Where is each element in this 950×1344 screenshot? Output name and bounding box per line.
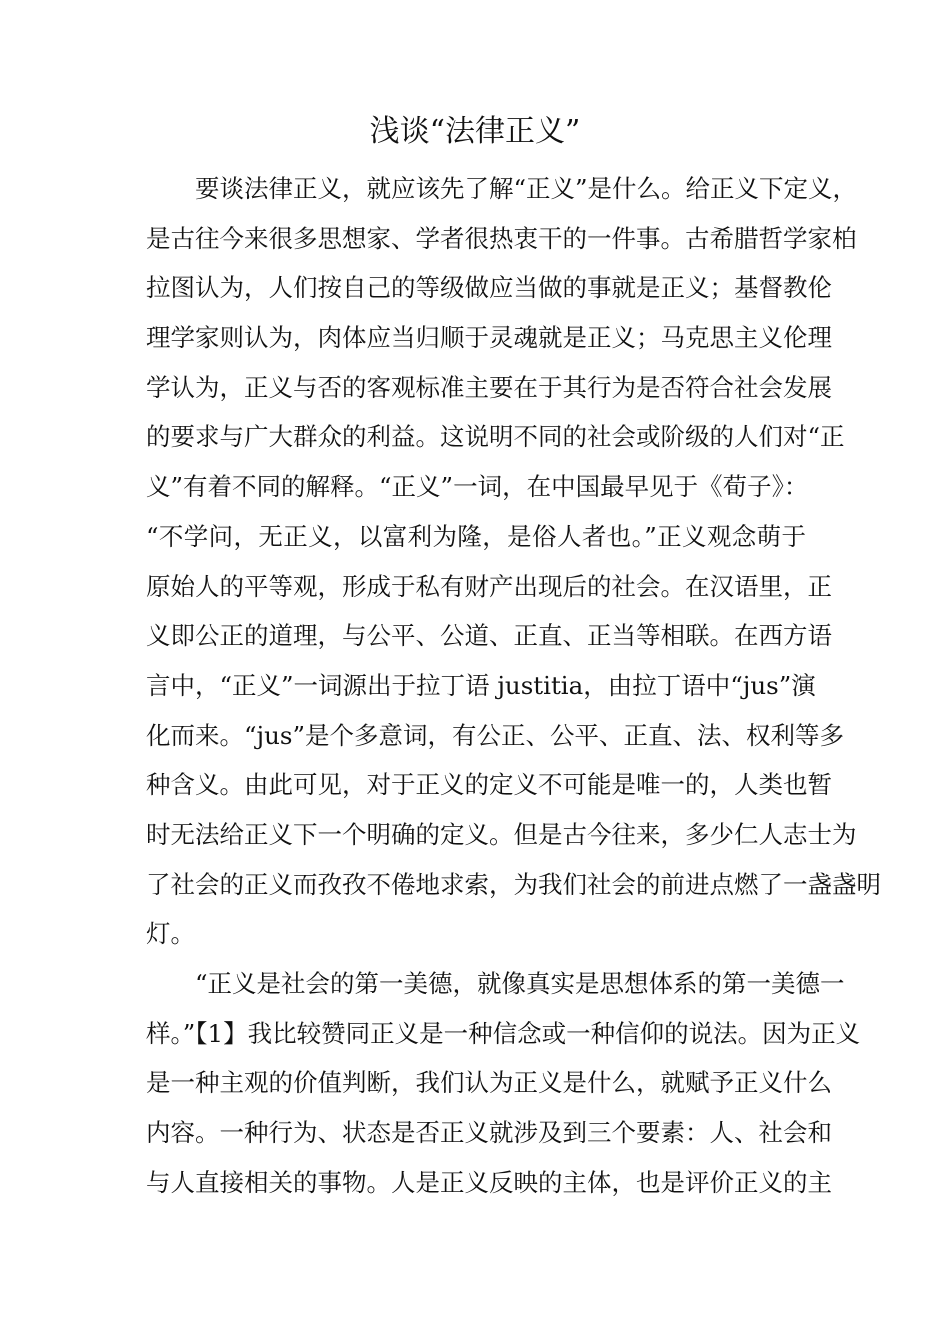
document-body <box>146 164 881 1207</box>
paragraph-line: 内容。一种行为、状态是否正义就涉及到三个要素：人、社会和 <box>146 1118 832 1148</box>
paragraph-line: 时无法给正义下一个明确的定义。但是古今往来，多少仁人志士为 <box>146 819 857 849</box>
paragraph-line: 的要求与广大群众的利益。这说明不同的社会或阶级的人们对“正 <box>146 422 845 452</box>
document-title: 浅谈“法律正义” <box>369 114 581 149</box>
paragraph-line: “不学问，无正义，以富利为隆，是俗人者也。”正义观念萌于 <box>146 521 806 551</box>
paragraph-line: 拉图认为，人们按自己的等级做应当做的事就是正义；基督教伦 <box>146 273 832 303</box>
paragraph-line: 理学家则认为，肉体应当归顺于灵魂就是正义；马克思主义伦理 <box>146 323 832 353</box>
paragraph-line: 与人直接相关的事物。人是正义反映的主体，也是评价正义的主 <box>146 1167 832 1197</box>
paragraph-line: 义即公正的道理，与公平、公道、正直、正当等相联。在西方语 <box>146 621 832 651</box>
paragraph-line: 是一种主观的价值判断，我们认为正义是什么，就赋予正义什么 <box>146 1068 832 1098</box>
paragraph-line: “正义是社会的第一美德，就像真实是思想体系的第一美德一 <box>195 969 845 998</box>
paragraph-line: 是古往今来很多思想家、学者很热衷干的一件事。古希腊哲学家柏 <box>146 223 857 253</box>
paragraph-line: 学认为，正义与否的客观标准主要在于其行为是否符合社会发展 <box>146 372 832 402</box>
paragraph-line: 义”有着不同的解释。“正义”一词，在中国最早见于《荀子》： <box>146 472 809 502</box>
paragraph-line: 了社会的正义而孜孜不倦地求索，为我们社会的前进点燃了一盏盏明 <box>146 869 881 899</box>
paragraph-line: 灯。 <box>146 919 195 949</box>
paragraph-line: 言中，“正义”一词源出于拉丁语 justitia，由拉丁语中“jus”演 <box>146 670 816 700</box>
paragraph-line: 化而来。“jus”是个多意词，有公正、公平、正直、法、权利等多 <box>146 720 844 750</box>
paragraph-line: 要谈法律正义，就应该先了解“正义”是什么。给正义下定义， <box>195 174 858 203</box>
paragraph-line: 种含义。由此可见，对于正义的定义不可能是唯一的，人类也暂 <box>146 770 832 800</box>
paragraph-line: 原始人的平等观，形成于私有财产出现后的社会。在汉语里，正 <box>146 571 832 601</box>
paragraph-line: 样。”【1】我比较赞同正义是一种信念或一种信仰的说法。因为正义 <box>146 1018 861 1048</box>
